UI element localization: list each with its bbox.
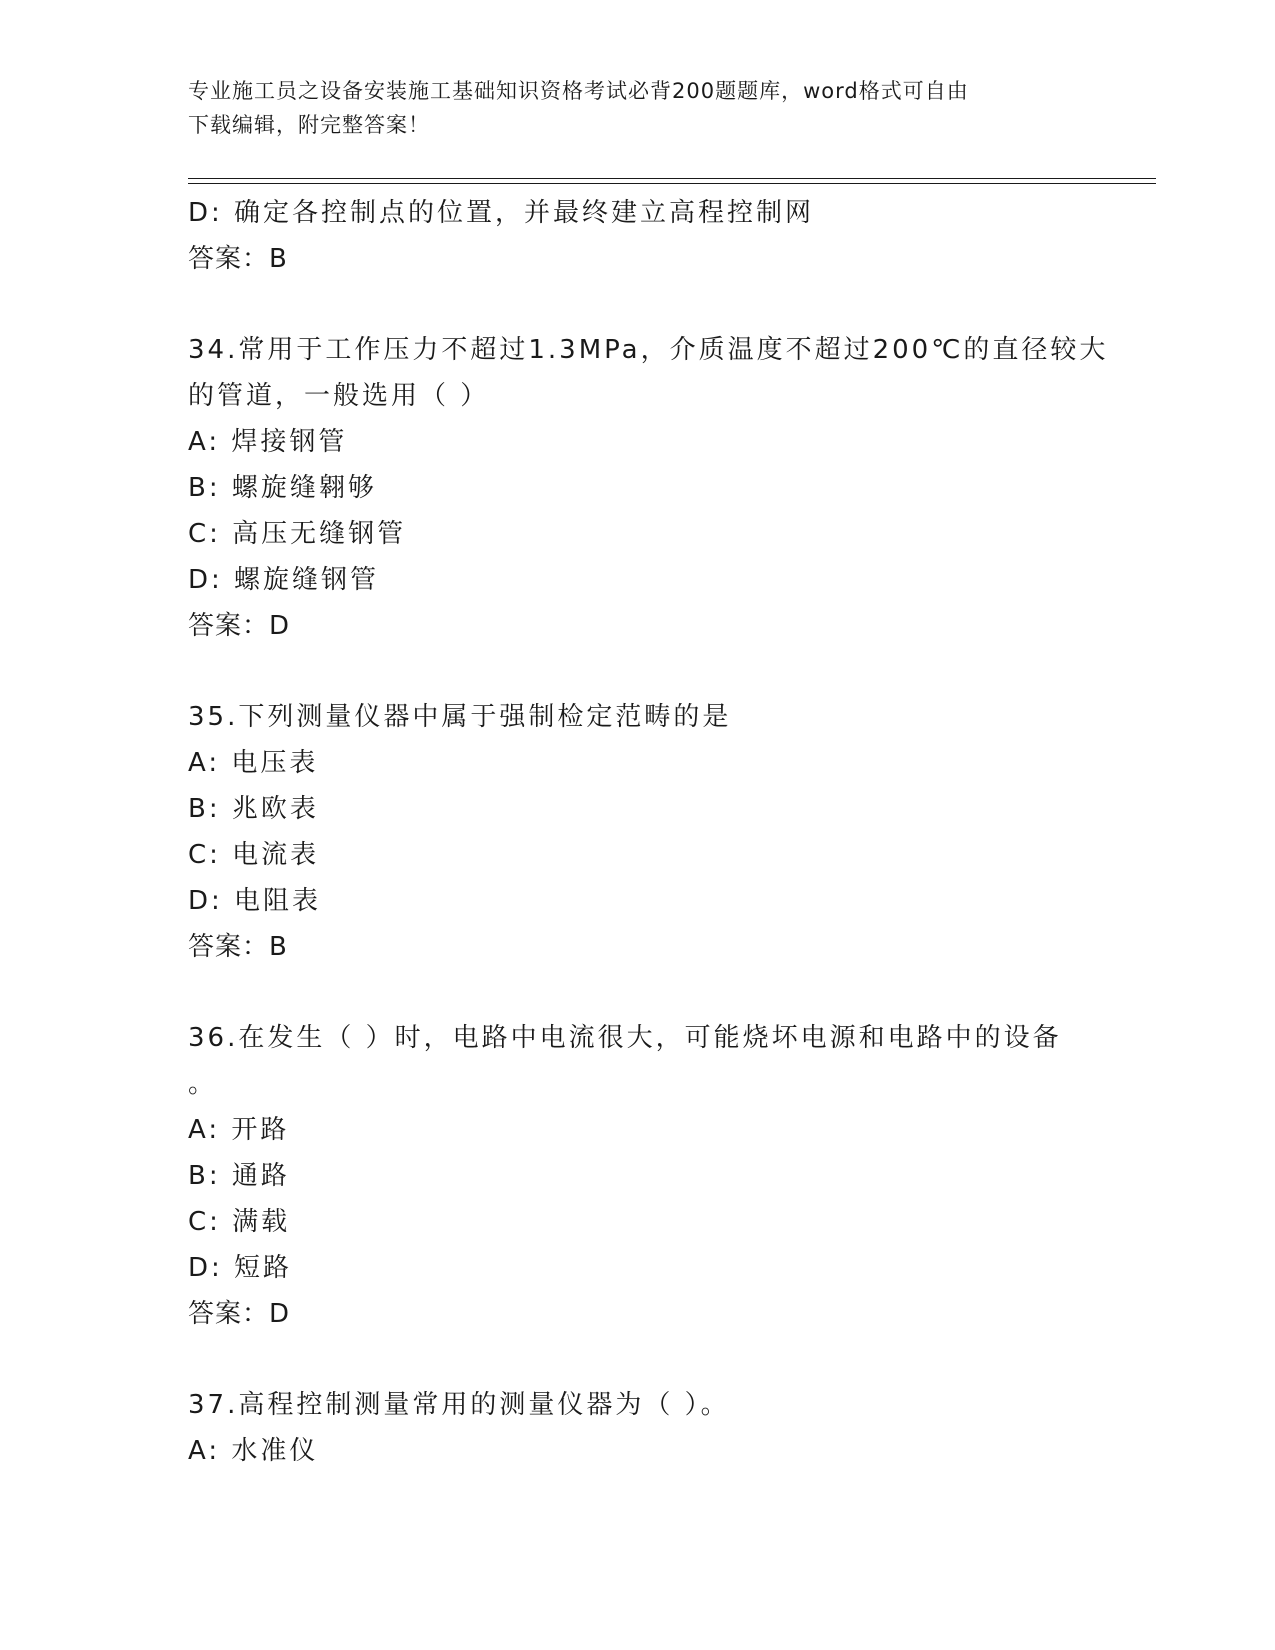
option-a: A: 开路 <box>188 1115 290 1145</box>
option-c: C: 电流表 <box>188 840 320 870</box>
option-a: A: 水准仪 <box>188 1436 319 1466</box>
question-stem-continued: 。 <box>188 1069 218 1099</box>
question-34 <box>188 327 1109 649</box>
option-b: B: 通路 <box>188 1161 290 1191</box>
option-d: D: 电阻表 <box>188 886 322 916</box>
question-33-fragment <box>188 190 1088 282</box>
document-body <box>188 190 1109 1474</box>
header-divider-top <box>188 178 1156 179</box>
option-b: B: 螺旋缝翱够 <box>188 473 377 503</box>
question-stem: 34.常用于工作压力不超过1.3MPa，介质温度不超过200℃的直径较大 <box>188 335 1109 365</box>
answer-label: 答案：B <box>188 244 288 274</box>
question-35 <box>188 694 1088 970</box>
question-stem-continued: 的管道，一般选用（ ） <box>188 381 490 411</box>
answer-label: 答案：B <box>188 932 288 962</box>
header-line-2: 下载编辑，附完整答案！ <box>188 113 430 137</box>
option-d: D: 螺旋缝钢管 <box>188 565 380 595</box>
question-stem: 35.下列测量仪器中属于强制检定范畴的是 <box>188 702 732 732</box>
option-d: D: 短路 <box>188 1253 293 1283</box>
option-a: A: 焊接钢管 <box>188 427 348 457</box>
question-36 <box>188 1015 1088 1337</box>
question-37 <box>188 1382 1088 1474</box>
header-line-1: 专业施工员之设备安装施工基础知识资格考试必背200题题库，word格式可自由 <box>188 79 969 103</box>
option-c: C: 满载 <box>188 1207 291 1237</box>
option-a: A: 电压表 <box>188 748 319 778</box>
question-stem: 36.在发生（ ）时，电路中电流很大，可能烧坏电源和电路中的设备 <box>188 1023 1062 1053</box>
answer-label: 答案：D <box>188 1299 291 1329</box>
question-stem: 37.高程控制测量常用的测量仪器为（ ）。 <box>188 1390 730 1420</box>
option-d: D: 确定各控制点的位置，并最终建立高程控制网 <box>188 198 815 228</box>
answer-label: 答案：D <box>188 611 291 641</box>
option-c: C: 高压无缝钢管 <box>188 519 407 549</box>
header-divider-bottom <box>188 183 1156 184</box>
document-header <box>188 74 1088 142</box>
option-b: B: 兆欧表 <box>188 794 319 824</box>
